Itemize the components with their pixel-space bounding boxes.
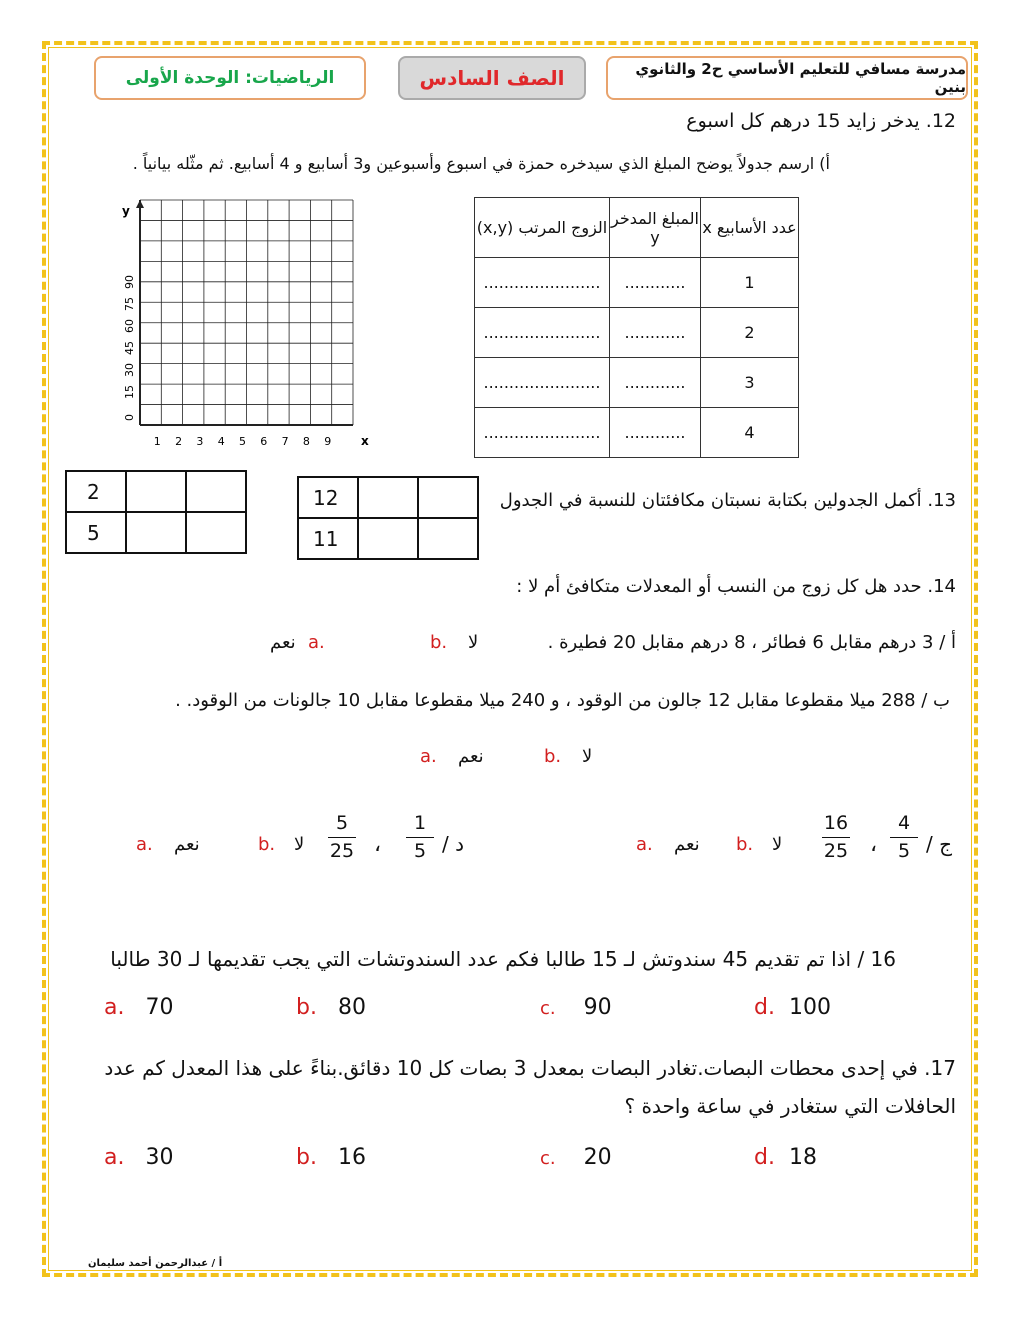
q16-a-letter: a. <box>104 995 125 1020</box>
grade-title: الصف السادس <box>419 66 565 90</box>
q16-option-c[interactable] <box>540 995 612 1020</box>
q16-c-value: 90 <box>583 995 612 1020</box>
subject-box <box>94 56 366 100</box>
q14-c-yes[interactable]: نعم <box>674 834 700 855</box>
q13-right-r1c3[interactable] <box>418 477 478 518</box>
q14-d-label: د / <box>442 832 465 856</box>
row-3-y[interactable]: ............ <box>610 358 701 408</box>
q12-value-table <box>474 197 799 458</box>
school-name-box <box>606 56 968 100</box>
q14-a-no[interactable]: لا <box>468 632 479 653</box>
row-3-x: 3 <box>701 358 799 408</box>
q16-option-b[interactable] <box>296 995 366 1020</box>
q14-b-no-letter: b. <box>544 746 562 767</box>
c-frac1-num: 4 <box>897 812 911 834</box>
q17-c-letter: c. <box>540 1148 556 1169</box>
q14-c-frac1 <box>890 813 918 862</box>
x-tick-label: 1 <box>153 435 161 448</box>
d-frac2-den: 25 <box>329 839 355 862</box>
y-tick-label: 75 <box>123 297 136 311</box>
q14-d-no-letter: b. <box>258 834 276 855</box>
q17-option-c[interactable] <box>540 1145 612 1170</box>
q12-title: 12. يدخر زايد 15 درهم كل اسبوع <box>686 110 956 132</box>
q17-option-b[interactable] <box>296 1145 366 1170</box>
school-name: مدرسة مسافي للتعليم الأساسي ح2 والثانوي بنين <box>635 60 966 96</box>
y-tick-label: 30 <box>123 363 136 377</box>
x-tick-label: 2 <box>175 435 183 448</box>
q16-d-letter: d. <box>754 995 775 1020</box>
y-tick-label: 90 <box>123 275 136 289</box>
q13-left-r2c1: 5 <box>66 512 126 553</box>
row-2-y[interactable]: ............ <box>610 308 701 358</box>
q14-d-comma: ، <box>374 832 382 857</box>
q17-line1: 17. في إحدى محطات البصات.تغادر البصات بمعدل 3 بصات كل 10 دقائق.بناءً على هذا المعدل كم عدد <box>104 1056 956 1080</box>
q14-b-text: ب / 288 ميلا مقطوعا مقابل 12 جالون من الوقود ، و 240 ميلا مقطوعا مقابل 10 جالونات من الوقود. . <box>175 690 950 711</box>
q14-c-no[interactable]: لا <box>772 834 783 855</box>
d-frac1-num: 1 <box>413 812 427 834</box>
x-axis-label: x <box>361 434 369 448</box>
c-frac2-den: 25 <box>823 839 849 862</box>
q17-d-letter: d. <box>754 1145 775 1170</box>
q16-c-letter: c. <box>540 998 556 1019</box>
x-tick-label: 3 <box>196 435 204 448</box>
row-1-y[interactable]: ............ <box>610 258 701 308</box>
q14-d-frac1 <box>406 813 434 862</box>
q13-right-r1c2[interactable] <box>358 477 418 518</box>
q14-d-no[interactable]: لا <box>294 834 305 855</box>
q17-option-d[interactable] <box>754 1145 817 1170</box>
x-tick-label: 5 <box>239 435 246 448</box>
c-frac2-num: 16 <box>823 812 849 834</box>
y-axis-arrow <box>136 200 144 208</box>
q14-c-comma: ، <box>870 832 878 857</box>
y-tick-label: 0 <box>123 414 136 421</box>
y-axis-label: y <box>122 204 130 218</box>
q13-left-r1c2[interactable] <box>126 471 186 512</box>
x-tick-label: 9 <box>324 435 332 448</box>
q13-right-r2c1: 11 <box>298 518 358 559</box>
q14-d-yes[interactable]: نعم <box>174 834 200 855</box>
x-tick-label: 7 <box>281 435 289 448</box>
q17-b-value: 16 <box>337 1145 366 1170</box>
row-4-y[interactable]: ............ <box>610 408 701 458</box>
row-1-x: 1 <box>701 258 799 308</box>
q13-left-r2c3[interactable] <box>186 512 246 553</box>
q14-d-options <box>136 834 305 855</box>
q14-a-no-letter: b. <box>430 632 448 653</box>
q13-table-right <box>297 476 479 560</box>
q14-text: 14. حدد هل كل زوج من النسب أو المعدلات متكافئ أم لا : <box>516 576 956 597</box>
y-tick-label: 45 <box>123 341 136 355</box>
q14-b-yes-letter: a. <box>420 746 437 767</box>
x-tick-label: 6 <box>260 435 268 448</box>
q17-a-letter: a. <box>104 1145 125 1170</box>
q14-a-options <box>270 632 479 653</box>
y-tick-label: 60 <box>123 319 136 333</box>
footer-author: أ / عبدالرحمن أحمد سليمان <box>88 1258 223 1269</box>
q14-c-no-letter: b. <box>736 834 754 855</box>
y-tick-label: 15 <box>123 385 136 399</box>
q14-a-yes-letter: a. <box>308 632 325 653</box>
d-frac2-num: 5 <box>335 812 349 834</box>
q16-d-value: 100 <box>788 995 831 1020</box>
q16-b-value: 80 <box>337 995 366 1020</box>
q14-d-frac2 <box>328 813 356 862</box>
q14-a-text: أ / 3 درهم مقابل 6 فطائر ، 8 درهم مقابل 20 فطيرة . <box>547 632 956 653</box>
q13-right-r2c3[interactable] <box>418 518 478 559</box>
q16-text: 16 / اذا تم تقديم 45 سندوتش لـ 15 طالبا فكم عدد السندوتشات التي يجب تقديمها لـ 30 طالبا <box>110 947 896 971</box>
q17-c-value: 20 <box>583 1145 612 1170</box>
row-4-pair[interactable]: ....................... <box>475 408 610 458</box>
q17-line2: الحافلات التي ستغادر في ساعة واحدة ؟ <box>624 1094 956 1118</box>
q14-b-no[interactable]: لا <box>582 746 593 767</box>
header-amount: المبلغ المدخر y <box>610 198 701 258</box>
grade-box <box>398 56 586 100</box>
coordinate-grid[interactable] <box>110 195 380 460</box>
q14-c-options <box>636 834 783 855</box>
q16-a-value: 70 <box>145 995 174 1020</box>
q14-a-yes[interactable]: نعم <box>270 632 296 653</box>
q14-c-frac2 <box>822 813 850 862</box>
q16-option-d[interactable] <box>754 995 831 1020</box>
subject-title: الرياضيات: الوحدة الأولى <box>125 68 335 88</box>
q14-b-yes[interactable]: نعم <box>458 746 484 767</box>
header-weeks: عدد الأسابيع x <box>701 198 799 258</box>
q12-part-a: أ) ارسم جدولاً يوضح المبلغ الذي سيدخره حمزة في اسبوع وأسبوعين و3 أسابيع و 4 أسابيع. ثم مثّله بيانياً . <box>132 154 830 173</box>
q13-right-r2c2[interactable] <box>358 518 418 559</box>
q13-table-left <box>65 470 247 554</box>
d-frac1-den: 5 <box>413 839 427 862</box>
x-tick-label: 4 <box>217 435 225 448</box>
row-1-pair[interactable]: ....................... <box>475 258 610 308</box>
header-pair: الزوج المرتب (x,y) <box>475 198 610 258</box>
q14-c-label: ج / <box>926 832 953 856</box>
q17-option-a[interactable] <box>104 1145 173 1170</box>
q16-b-letter: b. <box>296 995 317 1020</box>
q13-left-r1c1: 2 <box>66 471 126 512</box>
q13-text: 13. أكمل الجدولين بكتابة نسبتان مكافئتان للنسبة في الجدول <box>499 490 956 511</box>
row-3-pair[interactable]: ....................... <box>475 358 610 408</box>
row-4-x: 4 <box>701 408 799 458</box>
q14-b-options <box>420 746 593 767</box>
q13-left-r1c3[interactable] <box>186 471 246 512</box>
q13-left-r2c2[interactable] <box>126 512 186 553</box>
q16-option-a[interactable] <box>104 995 173 1020</box>
q14-d-yes-letter: a. <box>136 834 153 855</box>
q17-a-value: 30 <box>145 1145 174 1170</box>
row-2-x: 2 <box>701 308 799 358</box>
q13-right-r1c1: 12 <box>298 477 358 518</box>
q14-c-yes-letter: a. <box>636 834 653 855</box>
x-tick-label: 8 <box>302 435 310 448</box>
row-2-pair[interactable]: ....................... <box>475 308 610 358</box>
q17-b-letter: b. <box>296 1145 317 1170</box>
c-frac1-den: 5 <box>897 839 911 862</box>
q17-d-value: 18 <box>788 1145 817 1170</box>
